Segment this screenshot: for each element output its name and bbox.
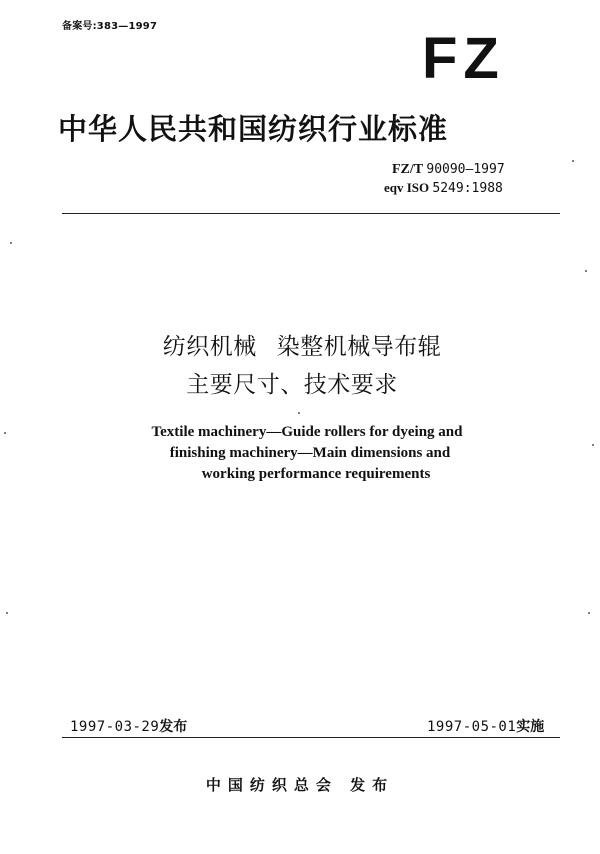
document-title-cn-part-a: 纺织机械: [162, 334, 257, 360]
standard-number-prefix: FZ/T: [392, 162, 423, 177]
publish-date-label: 发布: [159, 719, 188, 735]
document-title-en-line3: working performance requirements: [201, 466, 431, 482]
implement-date-value: 1997-05-01: [427, 719, 517, 735]
scan-speck: [10, 242, 12, 244]
standard-number: [392, 163, 505, 177]
document-title-cn-part-b: 染整机械导布辊: [276, 334, 442, 360]
record-number: 备案号:383—1997: [62, 21, 158, 32]
equivalent-standard-prefix: eqv ISO: [384, 180, 430, 195]
scan-speck: [585, 270, 587, 272]
standard-number-value: 90090—1997: [426, 162, 505, 177]
publish-date-value: 1997-03-29: [70, 719, 160, 735]
footer-divider: [62, 737, 560, 738]
implement-date: [427, 716, 544, 736]
equivalent-standard-number: 5249:1988: [432, 181, 503, 196]
header-divider: [62, 213, 560, 214]
document-title-en-line2: finishing machinery—Main dimensions and: [169, 445, 451, 461]
fz-logo: FZ: [422, 26, 505, 91]
scan-speck: [4, 432, 6, 434]
scan-speck: [298, 412, 300, 414]
document-title-cn-line2: 主要尺寸、技术要求: [186, 372, 398, 398]
publish-date: [70, 716, 187, 736]
issuing-authority: 中国纺织总会 发布: [205, 776, 395, 794]
scan-speck: [572, 160, 574, 162]
scan-speck: [6, 612, 8, 614]
standard-category-title: 中华人民共和国纺织行业标准: [58, 112, 449, 146]
scan-speck: [592, 444, 594, 446]
equivalent-standard: [384, 181, 503, 195]
implement-date-label: 实施: [516, 719, 545, 735]
document-title-en-line1: Textile machinery—Guide rollers for dyeing and: [151, 424, 463, 440]
document-title-cn-line1: [2, 328, 600, 361]
scan-speck: [588, 612, 590, 614]
